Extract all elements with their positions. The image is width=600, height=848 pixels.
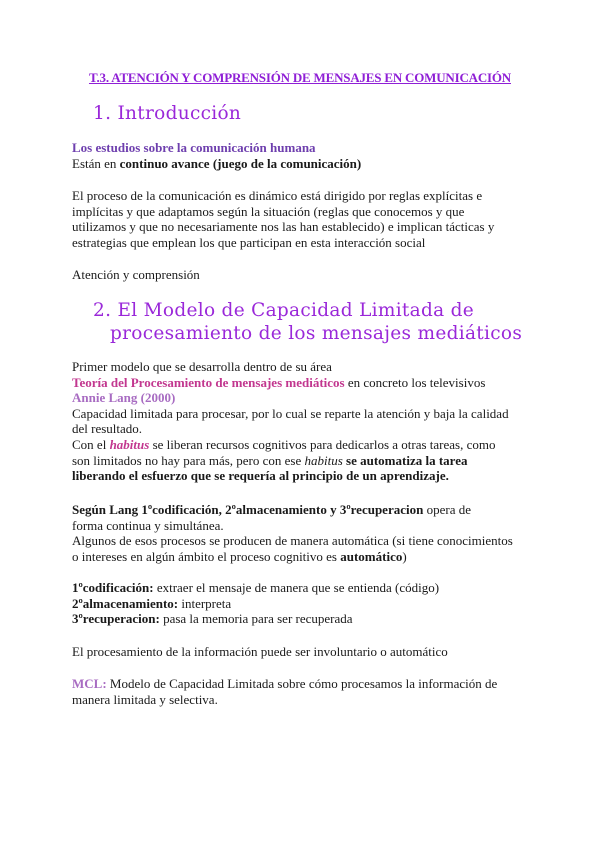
mcl-block [72, 676, 532, 707]
limited-line [72, 453, 532, 469]
section-1-title: Introducción [117, 103, 242, 124]
some-line-1: Algunos de esos procesos se producen de manera automática (si tiene conocimientos [72, 533, 513, 549]
section-1-number: 1. [93, 103, 112, 124]
mcl-line-1 [72, 676, 532, 692]
capacity-line-1: Capacidad limitada para procesar, por lo cual se reparte la atención y baja la calidad [72, 405, 509, 421]
mcl-label: MCL: [72, 676, 107, 691]
lang-rest: opera de [423, 502, 471, 517]
capacity-line-2: del resultado. [72, 421, 143, 437]
lang-line-2: forma continua y simultánea. [72, 517, 224, 533]
some-post: ) [402, 548, 407, 564]
section-1-paragraph [72, 188, 532, 250]
paragraph-line: El proceso de la comunicación es dinámico está dirigido por reglas explícitas e [72, 188, 483, 203]
liberating-line: liberando el esfuerzo que se requería al principio de un aprendizaje. [72, 468, 449, 484]
attention-text: Atención y comprensión [72, 267, 200, 282]
section-1-body [72, 140, 532, 171]
section-2-title-line-1: El Modelo de Capacidad Limitada de [117, 300, 475, 321]
section-1-subtitle: Los estudios sobre la comunicación humana [72, 140, 316, 155]
mcl-text: Modelo de Capacidad Limitada sobre cómo procesamos la información de [106, 676, 498, 691]
limited-pre: son limitados no hay para más, pero con ese [72, 452, 305, 468]
steps-list [72, 580, 532, 627]
theory-line [72, 375, 532, 391]
step-item [72, 580, 532, 596]
step-text: interpreta [178, 595, 232, 611]
step-text: pasa la memoria para ser recuperada [159, 611, 353, 627]
habitus-word: habitus [109, 436, 150, 452]
lang-bold: Según Lang 1ºcodificación, 2ºalmacenamiento y 3ºrecuperacion [72, 502, 424, 517]
section-2-heading [93, 299, 522, 345]
lang-line-1 [72, 502, 532, 518]
lang-block [72, 502, 532, 564]
section-2-title-line-2: procesamiento de los mensajes mediáticos [110, 323, 523, 344]
step-item [72, 611, 532, 627]
paragraph-line: implícitas y que adaptamos según la situación (reglas que conocemos y que [72, 203, 465, 219]
paragraph-line: utilizamos y que no necesariamente nos las han establecido) e implican tácticas y [72, 219, 495, 235]
some-line-2 [72, 549, 532, 565]
theory-bold: Teoría del Procesamiento de mensajes mediáticos [72, 374, 345, 390]
attention-line [72, 267, 532, 283]
some-pre: o intereses en algún ámbito el proceso cognitivo es [72, 548, 341, 564]
mcl-line-2: manera limitada y selectiva. [72, 691, 218, 707]
step-label: 1ºcodificación: [72, 580, 154, 595]
step-item [72, 596, 532, 612]
some-bold: automático [340, 548, 403, 564]
habitus-line [72, 437, 532, 453]
document-title: T.3. ATENCIÓN Y COMPRENSIÓN DE MENSAJES EN COMUNICACIÓN [88, 70, 511, 85]
advance-text: Están en [72, 155, 120, 171]
author-line: Annie Lang (2000) [72, 390, 176, 406]
processing-text: El procesamiento de la información puede ser involuntario o automático [72, 644, 448, 659]
habitus-post: se liberan recursos cognitivos para dedicarlos a otras tareas, como [149, 436, 496, 452]
section-2-body [72, 359, 532, 484]
theory-rest: en concreto los televisivos [344, 374, 486, 390]
habitus-pre: Con el [72, 436, 110, 452]
advance-bold: continuo avance (juego de la comunicación) [119, 155, 362, 171]
section-1-line-advance [72, 156, 532, 172]
paragraph-line: estrategias que emplean los que participan en esta interacción social [72, 234, 426, 250]
section-2-number: 2. [93, 300, 112, 321]
step-label: 2ºalmacenamiento: [72, 595, 179, 611]
first-model-line: Primer modelo que se desarrolla dentro de su área [72, 359, 332, 374]
step-label: 3ºrecuperacion: [72, 611, 160, 627]
processing-line [72, 644, 532, 660]
limited-bold: se automatiza la tarea [342, 452, 468, 468]
limited-italic: habitus [304, 452, 343, 468]
section-1-heading [93, 103, 241, 124]
step-text: extraer el mensaje de manera que se entienda (código) [153, 580, 440, 595]
